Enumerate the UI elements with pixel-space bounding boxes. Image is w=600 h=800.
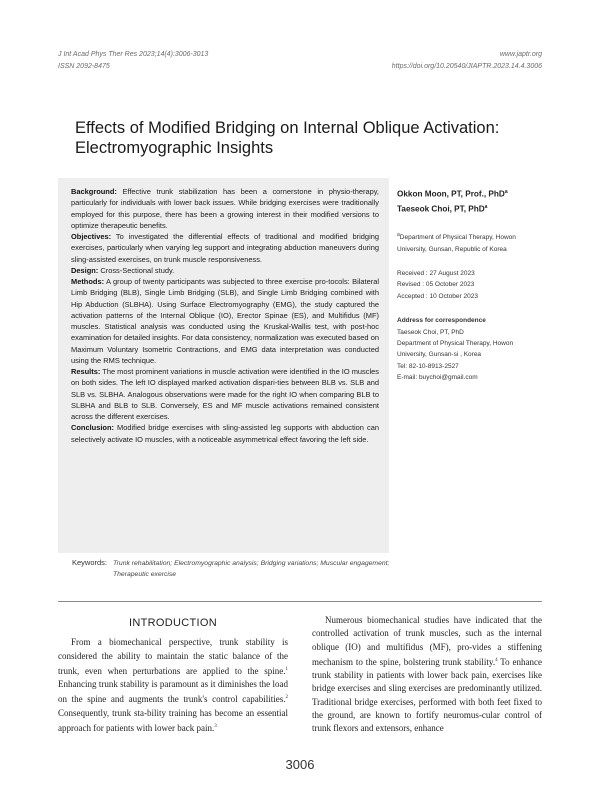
- objectives-text: To investigated the differential effects of traditional and modified bridging exercises, particularly when varying leg support and integrating abduction maneuvers during sling-assisted exercises, on trunk muscle responsiveness.: [71, 232, 379, 264]
- author-info-panel: [397, 186, 557, 384]
- results-text: The most prominent variations in muscle activation were identified in the IO muscles on both sides. The left IO displayed marked activation dispari-ties between BLB vs. SLB and SLB vs. SLBHA. Analogous observations were made for the right IO when comparing BLB to SLBHA and BLB to SLB. Conversely, ES and MF muscle activations remained consistent across the different exercises.: [71, 367, 379, 421]
- doi-header: [392, 49, 542, 73]
- abstract-methods: [71, 276, 379, 366]
- author-list: [397, 186, 557, 215]
- abstract-results: [71, 366, 379, 422]
- doi-link[interactable]: https://doi.org/10.20540/JIAPTR.2023.14.4.3006: [391, 63, 542, 70]
- background-text: Effective trunk stabilization has been a cornerstone in physio-therapy, particularly for individuals with lower back issues. While bridging exercises were traditionally employed for this purpose, there has been a growing interest in their modified versions to optimize therapeutic benefits.: [71, 187, 379, 230]
- background-label: Background:: [71, 187, 117, 196]
- journal-citation: J Int Acad Phys Ther Res 2023;14(4):3006-3013: [58, 51, 209, 58]
- intro-paragraph-1: From a biomechanical perspective, trunk stability is considered the ability to maintain the static balance of the trunk, even when perturbations are applied to the spine.$^1$ Enhancing trunk stability is paramount as it diminishes the load on the spine and augments the trunk's control capabilities.$^2$ Consequently, trunk sta-bility training has become an essential approach for patients with lower back pain.$^3$: [58, 637, 288, 734]
- author-2: Taeseok Choi, PT, PhD$^a$: [397, 203, 488, 214]
- abstract-background: [71, 186, 379, 231]
- correspondence-dept-2: University, Gunsan-si , Korea: [397, 351, 482, 359]
- introduction-heading: INTRODUCTION: [129, 617, 217, 629]
- correspondence: [397, 315, 557, 383]
- correspondence-email[interactable]: E-mail: buychoi@gmail.com: [397, 374, 478, 382]
- author-1: Okkon Moon, PT, Prof., PhD$^a$: [397, 189, 508, 199]
- design-text: Cross-Sectional study.: [98, 265, 175, 275]
- article-dates: [397, 268, 557, 303]
- journal-site-link[interactable]: www.japtr.org: [499, 51, 542, 58]
- methods-label: Methods:: [71, 277, 105, 286]
- title-line-2: Electromyographic Insights: [75, 139, 274, 157]
- section-divider: [58, 601, 542, 602]
- journal-header: [58, 49, 208, 73]
- correspondence-name: Taeseok Choi, PT, PhD: [397, 328, 464, 336]
- abstract-conclusion: [71, 422, 379, 445]
- abstract-objectives: [71, 231, 379, 265]
- correspondence-tel: Tel: 82-10-8913-2527: [397, 362, 459, 370]
- results-label: Results:: [71, 367, 101, 376]
- body-column-right: [312, 614, 542, 736]
- conclusion-text: Modified bridge exercises with sling-assisted leg supports with abduction can selectively activate IO muscles, with a noticeable asymmetrical effect favoring the left side.: [71, 423, 379, 444]
- accepted-date: Accepted : 10 October 2023: [397, 292, 478, 300]
- page-number: 3006: [285, 757, 315, 772]
- revised-date: Revised : 05 October 2023: [397, 281, 475, 289]
- received-date: Received : 27 August 2023: [397, 269, 475, 277]
- objectives-label: Objectives:: [71, 232, 112, 241]
- keywords-label: Keywords:: [72, 558, 108, 567]
- abstract-design: [71, 265, 379, 276]
- keywords-text: Trunk rehabilitation; Electromyographic analysis; Bridging variations; Muscular engagement; Therapeutic exercise: [113, 560, 390, 578]
- affiliation: $^a$Department of Physical Therapy, Howon University, Gunsan, Republic of Korea: [397, 232, 516, 253]
- abstract-text: [71, 186, 379, 445]
- issn: ISSN 2092-8475: [58, 63, 110, 70]
- intro-paragraph-2: Numerous biomechanical studies have indicated that the controlled activation of trunk muscles, such as the internal oblique (IO) and multifidus (MF), pro-vides a stiffening mechanism to the spine, bolstering trunk stability.$^4$ To enhance trunk stability in patients with lower back pain, exercises like bridge exercises and sling exercises are predominantly utilized. Traditional bridge exercises, performed with both feet fixed to the ground, are known to fortify neuromus-cular control of trunk flexors and extensors, enhance: [312, 615, 543, 734]
- correspondence-title: Address for correspondence: [397, 317, 486, 325]
- paper-title: [75, 118, 545, 158]
- methods-text: A group of twenty participants was subjected to three exercise pro-tocols: Bilateral Limb Bridging (BLB), Single Limb Bridging (SLB), and Single Limb Bridging combined with Hip Abduction (SLBHA). Using Surface Electromyography (EMG), the study captured the activation patterns of the Internal Oblique (IO), Erector Spinae (ES), and Multifidus (MF) muscles. Statistical analysis was conducted using the Kruskal-Wallis test, with post-hoc examination for detailed insights. For data consistency, normalization was executed based on Maximum Voluntary Isometric Contractions, and EMG data interpretation was conducted using the RMS technique.: [71, 277, 379, 365]
- conclusion-label: Conclusion:: [71, 423, 114, 433]
- design-label: Design:: [71, 265, 99, 275]
- correspondence-dept-1: Department of Physical Therapy, Howon: [397, 339, 514, 347]
- title-line-1: Effects of Modified Bridging on Internal Oblique Activation:: [75, 119, 500, 137]
- body-column-left: [58, 617, 288, 735]
